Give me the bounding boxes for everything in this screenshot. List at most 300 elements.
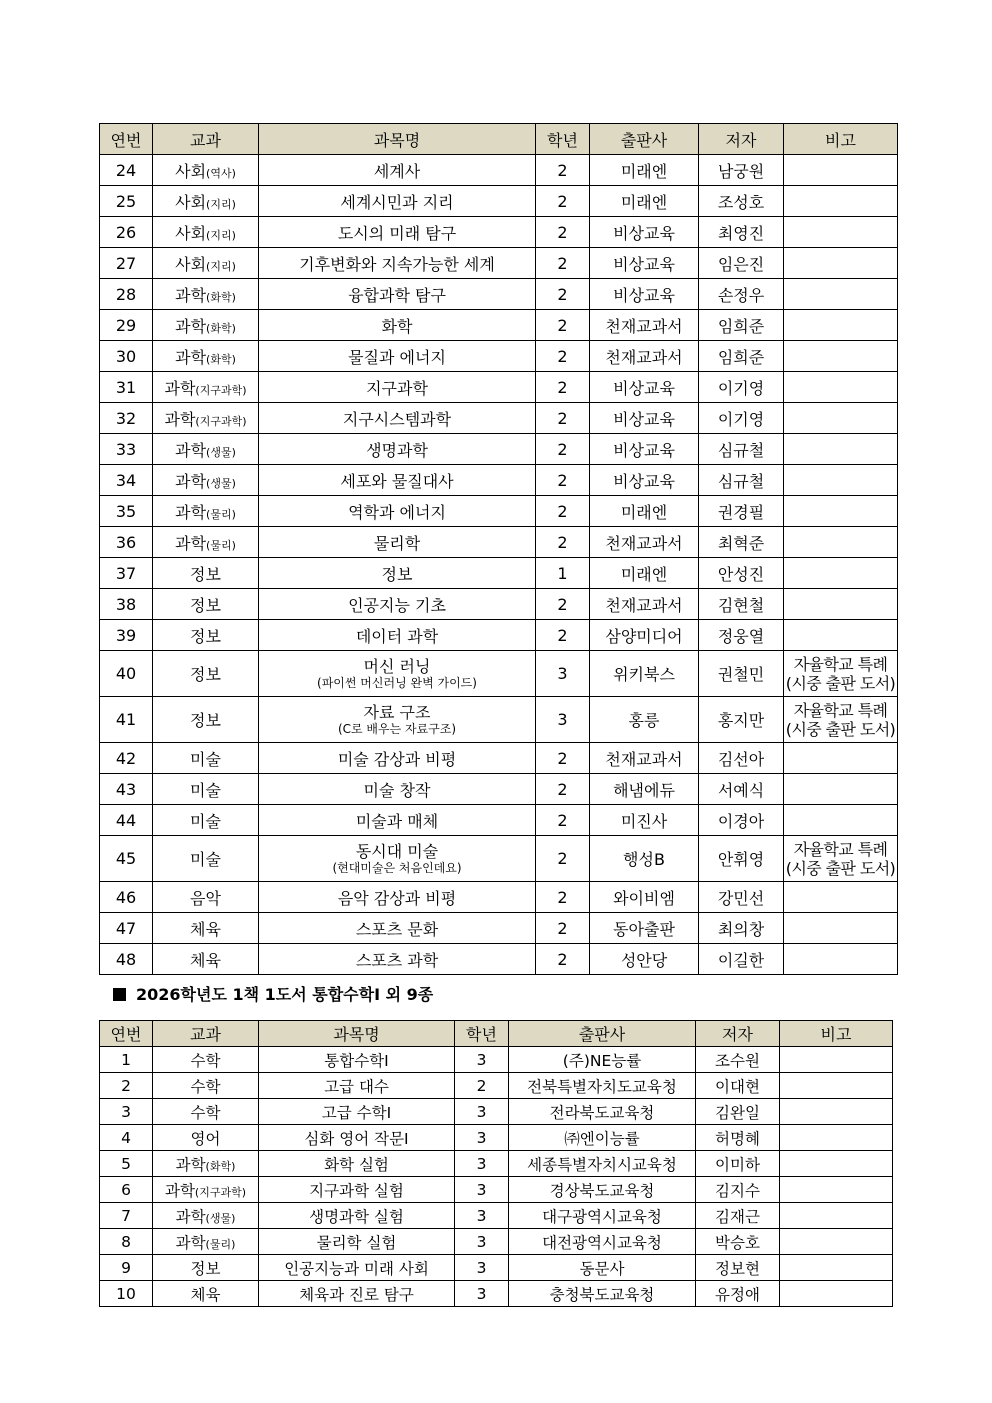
course-title: 미술과 매체 bbox=[355, 811, 439, 831]
table-row bbox=[100, 944, 898, 975]
subject-name: 정보 bbox=[190, 564, 221, 584]
cell-publisher bbox=[590, 403, 699, 434]
row-number: 30 bbox=[115, 346, 137, 366]
author-name: 이미하 bbox=[715, 1155, 760, 1174]
subject-name: 사회 bbox=[175, 223, 207, 243]
cell-grade bbox=[536, 558, 590, 589]
publisher-name: 해냄에듀 bbox=[613, 780, 675, 800]
cell-subject bbox=[153, 279, 259, 310]
cell-remark bbox=[784, 248, 898, 279]
cell-publisher bbox=[509, 1047, 696, 1073]
cell-no bbox=[100, 527, 153, 558]
cell-grade bbox=[536, 465, 590, 496]
cell-publisher bbox=[590, 527, 699, 558]
subject-detail: (생물) bbox=[205, 1211, 236, 1225]
row-number: 3 bbox=[121, 1102, 131, 1121]
course-title: 통합수학Ⅰ bbox=[324, 1051, 389, 1070]
author-name: 김현철 bbox=[717, 595, 765, 615]
cell-publisher bbox=[590, 882, 699, 913]
course-title: 데이터 과학 bbox=[355, 626, 439, 646]
cell-subject bbox=[153, 1125, 259, 1151]
row-number: 25 bbox=[115, 191, 137, 211]
cell-subject bbox=[153, 1203, 259, 1229]
subject-name: 과학 bbox=[164, 409, 196, 429]
cell-course bbox=[259, 217, 536, 248]
cell-no bbox=[100, 1229, 153, 1255]
cell-course bbox=[259, 403, 536, 434]
publisher-name: 미래엔 bbox=[620, 564, 668, 584]
cell-subject bbox=[153, 651, 259, 697]
publisher-name: 홍릉 bbox=[628, 711, 660, 730]
grade-value: 2 bbox=[557, 253, 568, 273]
publisher-name: 삼양미디어 bbox=[605, 626, 683, 646]
row-number: 40 bbox=[115, 664, 137, 683]
table-row bbox=[100, 155, 898, 186]
cell-remark bbox=[780, 1151, 893, 1177]
cell-remark bbox=[784, 589, 898, 620]
cell-subject bbox=[153, 465, 259, 496]
cell-author bbox=[699, 217, 784, 248]
cell-no bbox=[100, 372, 153, 403]
author-name: 이길한 bbox=[717, 950, 765, 970]
cell-grade bbox=[536, 743, 590, 774]
cell-publisher bbox=[590, 372, 699, 403]
author-name: 정웅열 bbox=[717, 626, 765, 646]
course-title: 스포츠 과학 bbox=[355, 950, 439, 970]
grade-value: 3 bbox=[476, 1284, 487, 1303]
cell-remark bbox=[784, 155, 898, 186]
author-name: 정보현 bbox=[715, 1259, 760, 1278]
subject-detail: (생물) bbox=[206, 445, 236, 459]
course-title: 지구과학 실험 bbox=[309, 1181, 404, 1200]
subject-name: 과학 bbox=[175, 471, 207, 491]
cell-publisher bbox=[590, 248, 699, 279]
course-note: (C로 배우는 자료구조) bbox=[337, 722, 457, 736]
cell-no bbox=[100, 403, 153, 434]
subject-detail: (생물) bbox=[206, 476, 236, 490]
publisher-name: 비상교육 bbox=[613, 254, 675, 274]
cell-publisher bbox=[590, 496, 699, 527]
cell-no bbox=[100, 434, 153, 465]
table-row bbox=[100, 1047, 893, 1073]
cell-publisher bbox=[590, 697, 699, 743]
cell-author bbox=[696, 1203, 780, 1229]
cell-grade bbox=[455, 1255, 509, 1281]
subject-name: 미술 bbox=[190, 850, 221, 869]
remark-detail: (시중 출판 도서) bbox=[785, 719, 896, 739]
cell-course bbox=[259, 836, 536, 882]
cell-author bbox=[696, 1229, 780, 1255]
row-number: 4 bbox=[121, 1128, 131, 1147]
row-number: 5 bbox=[121, 1154, 131, 1173]
grade-value: 2 bbox=[557, 918, 568, 938]
grade-value: 3 bbox=[557, 664, 568, 683]
author-name: 강민선 bbox=[717, 888, 765, 908]
cell-author bbox=[696, 1255, 780, 1281]
table-row bbox=[100, 1177, 893, 1203]
subject-detail: (지리) bbox=[206, 228, 236, 242]
cell-grade bbox=[536, 589, 590, 620]
table-row bbox=[100, 697, 898, 743]
cell-no bbox=[100, 743, 153, 774]
author-name: 서예식 bbox=[717, 780, 765, 800]
publisher-name: 비상교육 bbox=[613, 409, 675, 429]
section-title bbox=[113, 982, 433, 1005]
cell-publisher bbox=[509, 1151, 696, 1177]
cell-remark bbox=[780, 1073, 893, 1099]
grade-value: 2 bbox=[557, 501, 568, 521]
table-row bbox=[100, 1281, 893, 1307]
author-name: 이대현 bbox=[715, 1077, 760, 1096]
cell-remark bbox=[784, 372, 898, 403]
grade-value: 2 bbox=[557, 779, 568, 799]
publisher-name: 미래엔 bbox=[620, 192, 668, 212]
publisher-name: 미진사 bbox=[620, 811, 668, 831]
author-name: 이기영 bbox=[717, 378, 765, 398]
publisher-name: 대구광역시교육청 bbox=[542, 1207, 662, 1226]
cell-no bbox=[100, 465, 153, 496]
cell-no bbox=[100, 805, 153, 836]
cell-author bbox=[696, 1047, 780, 1073]
cell-remark bbox=[780, 1047, 893, 1073]
cell-no bbox=[100, 944, 153, 975]
cell-subject bbox=[153, 697, 259, 743]
cell-no bbox=[100, 248, 153, 279]
table-row bbox=[100, 248, 898, 279]
subject-name: 체육 bbox=[190, 950, 221, 970]
grade-value: 2 bbox=[557, 191, 568, 211]
subject-name: 과학 bbox=[175, 316, 207, 336]
publisher-name: 비상교육 bbox=[613, 440, 675, 460]
grade-value: 2 bbox=[557, 160, 568, 180]
course-title: 지구시스템과학 bbox=[342, 409, 452, 429]
grade-value: 2 bbox=[557, 284, 568, 304]
grade-value: 2 bbox=[557, 315, 568, 335]
row-number: 44 bbox=[115, 810, 137, 830]
cell-course bbox=[259, 186, 536, 217]
cell-grade bbox=[536, 774, 590, 805]
course-title: 정보 bbox=[381, 564, 413, 584]
cell-subject bbox=[153, 913, 259, 944]
table-row bbox=[100, 558, 898, 589]
author-name: 김지수 bbox=[715, 1181, 760, 1200]
cell-publisher bbox=[590, 434, 699, 465]
author-name: 임희준 bbox=[717, 347, 765, 367]
cell-grade bbox=[455, 1229, 509, 1255]
row-number: 42 bbox=[115, 748, 137, 768]
row-number: 35 bbox=[115, 501, 137, 521]
author-name: 최혁준 bbox=[717, 533, 765, 553]
cell-publisher bbox=[590, 836, 699, 882]
table-row bbox=[100, 434, 898, 465]
table-row bbox=[100, 882, 898, 913]
cell-publisher bbox=[590, 913, 699, 944]
publisher-name: 경상북도교육청 bbox=[549, 1181, 655, 1200]
cell-publisher bbox=[509, 1073, 696, 1099]
cell-publisher bbox=[509, 1099, 696, 1125]
table-row bbox=[100, 341, 898, 372]
row-number: 32 bbox=[115, 408, 137, 428]
table-row bbox=[100, 496, 898, 527]
textbook-table-1 bbox=[99, 123, 898, 975]
grade-value: 3 bbox=[476, 1102, 487, 1121]
course-title: 동시대 미술 bbox=[355, 842, 439, 861]
cell-author bbox=[696, 1125, 780, 1151]
cell-remark bbox=[780, 1099, 893, 1125]
row-number: 10 bbox=[116, 1284, 136, 1303]
cell-publisher bbox=[590, 217, 699, 248]
course-title: 심화 영어 작문Ⅰ bbox=[304, 1129, 409, 1148]
grade-value: 2 bbox=[557, 594, 568, 614]
header-no: 연번 bbox=[100, 124, 153, 155]
cell-course bbox=[259, 527, 536, 558]
cell-grade bbox=[536, 697, 590, 743]
row-number: 28 bbox=[115, 284, 137, 304]
cell-course bbox=[259, 434, 536, 465]
cell-no bbox=[100, 1281, 153, 1307]
cell-subject bbox=[153, 434, 259, 465]
cell-course bbox=[259, 496, 536, 527]
cell-no bbox=[100, 341, 153, 372]
author-name: 남궁원 bbox=[717, 161, 765, 181]
grade-value: 2 bbox=[557, 222, 568, 242]
subject-name: 정보 bbox=[190, 711, 221, 730]
cell-no bbox=[100, 697, 153, 743]
grade-value: 2 bbox=[557, 346, 568, 366]
cell-grade bbox=[455, 1125, 509, 1151]
cell-course bbox=[259, 882, 536, 913]
publisher-name: 천재교과서 bbox=[605, 595, 683, 615]
cell-subject bbox=[153, 1177, 259, 1203]
cell-course bbox=[259, 944, 536, 975]
cell-publisher bbox=[509, 1177, 696, 1203]
row-number: 48 bbox=[115, 949, 137, 969]
grade-value: 3 bbox=[476, 1232, 487, 1251]
cell-course bbox=[259, 805, 536, 836]
author-name: 안성진 bbox=[717, 564, 765, 584]
remark-text: 자율학교 특례 bbox=[793, 839, 888, 859]
table2-header-row bbox=[100, 1021, 893, 1047]
cell-remark bbox=[784, 913, 898, 944]
cell-no bbox=[100, 774, 153, 805]
cell-subject bbox=[153, 589, 259, 620]
cell-subject bbox=[153, 836, 259, 882]
cell-grade bbox=[455, 1177, 509, 1203]
cell-remark bbox=[784, 217, 898, 248]
publisher-name: 천재교과서 bbox=[605, 749, 683, 769]
course-title: 역학과 에너지 bbox=[348, 502, 446, 522]
subject-name: 미술 bbox=[190, 780, 221, 800]
cell-remark bbox=[784, 805, 898, 836]
subject-name: 과학 bbox=[175, 533, 207, 553]
header-subject: 교과 bbox=[153, 1021, 259, 1047]
grade-value: 2 bbox=[557, 470, 568, 490]
cell-publisher bbox=[590, 155, 699, 186]
cell-remark bbox=[784, 465, 898, 496]
subject-detail: (물리) bbox=[206, 507, 236, 521]
course-title: 물리학 실험 bbox=[316, 1233, 397, 1252]
cell-author bbox=[699, 248, 784, 279]
author-name: 심규철 bbox=[717, 471, 765, 491]
course-title: 인공지능 기초 bbox=[348, 595, 446, 615]
publisher-name: 비상교육 bbox=[613, 471, 675, 491]
subject-name: 과학 bbox=[175, 1155, 206, 1174]
row-number: 34 bbox=[115, 470, 137, 490]
grade-value: 2 bbox=[557, 810, 568, 830]
grade-value: 3 bbox=[476, 1180, 487, 1199]
cell-grade bbox=[536, 341, 590, 372]
course-title: 체육과 진로 탐구 bbox=[299, 1285, 414, 1304]
course-title: 고급 수학Ⅰ bbox=[321, 1103, 392, 1122]
grade-value: 1 bbox=[557, 563, 568, 583]
grade-value: 2 bbox=[476, 1076, 487, 1095]
course-title: 생명과학 bbox=[366, 440, 428, 460]
course-title: 미술 창작 bbox=[363, 780, 431, 800]
course-title: 기후변화와 지속가능한 세계 bbox=[299, 254, 495, 274]
table-row bbox=[100, 186, 898, 217]
author-name: 이경아 bbox=[717, 811, 765, 831]
subject-name: 정보 bbox=[190, 665, 221, 684]
cell-course bbox=[259, 1125, 455, 1151]
subject-name: 과학 bbox=[175, 440, 207, 460]
publisher-name: 충청북도교육청 bbox=[549, 1285, 655, 1304]
row-number: 39 bbox=[115, 625, 137, 645]
grade-value: 2 bbox=[557, 377, 568, 397]
cell-remark bbox=[784, 186, 898, 217]
cell-remark bbox=[784, 279, 898, 310]
cell-subject bbox=[153, 1281, 259, 1307]
row-number: 31 bbox=[115, 377, 137, 397]
cell-course bbox=[259, 620, 536, 651]
cell-no bbox=[100, 496, 153, 527]
row-number: 26 bbox=[115, 222, 137, 242]
cell-publisher bbox=[509, 1281, 696, 1307]
grade-value: 2 bbox=[557, 949, 568, 969]
cell-subject bbox=[153, 186, 259, 217]
course-title: 물질과 에너지 bbox=[348, 347, 446, 367]
cell-course bbox=[259, 1073, 455, 1099]
table-row bbox=[100, 1073, 893, 1099]
publisher-name: 대전광역시교육청 bbox=[542, 1233, 662, 1252]
header-course: 과목명 bbox=[259, 124, 536, 155]
cell-subject bbox=[153, 1229, 259, 1255]
header-publisher: 출판사 bbox=[590, 124, 699, 155]
cell-no bbox=[100, 1047, 153, 1073]
cell-course bbox=[259, 1047, 455, 1073]
publisher-name: 천재교과서 bbox=[605, 347, 683, 367]
cell-publisher bbox=[590, 465, 699, 496]
table-row bbox=[100, 836, 898, 882]
textbook-table-2 bbox=[99, 1020, 893, 1307]
cell-author bbox=[699, 620, 784, 651]
row-number: 29 bbox=[115, 315, 137, 335]
cell-no bbox=[100, 186, 153, 217]
table-row bbox=[100, 589, 898, 620]
cell-publisher bbox=[590, 186, 699, 217]
cell-remark bbox=[780, 1229, 893, 1255]
table-row bbox=[100, 217, 898, 248]
cell-subject bbox=[153, 944, 259, 975]
subject-detail: (지구과학) bbox=[195, 414, 247, 428]
grade-value: 3 bbox=[557, 710, 568, 729]
course-title: 고급 대수 bbox=[324, 1077, 389, 1096]
cell-no bbox=[100, 1151, 153, 1177]
subject-name: 음악 bbox=[190, 888, 221, 908]
subject-name: 미술 bbox=[190, 811, 221, 831]
cell-grade bbox=[536, 434, 590, 465]
header-no: 연번 bbox=[100, 1021, 153, 1047]
grade-value: 2 bbox=[557, 625, 568, 645]
author-name: 심규철 bbox=[717, 440, 765, 460]
subject-name: 영어 bbox=[190, 1129, 221, 1148]
author-name: 권철민 bbox=[717, 665, 765, 684]
row-number: 6 bbox=[121, 1180, 131, 1199]
cell-remark bbox=[780, 1203, 893, 1229]
cell-subject bbox=[153, 310, 259, 341]
cell-remark bbox=[784, 527, 898, 558]
author-name: 유정애 bbox=[715, 1285, 760, 1304]
cell-author bbox=[699, 774, 784, 805]
cell-subject bbox=[153, 1073, 259, 1099]
row-number: 2 bbox=[121, 1076, 131, 1095]
author-name: 최영진 bbox=[717, 223, 765, 243]
cell-no bbox=[100, 836, 153, 882]
cell-grade bbox=[536, 217, 590, 248]
row-number: 41 bbox=[115, 710, 137, 729]
cell-remark bbox=[780, 1177, 893, 1203]
cell-grade bbox=[536, 527, 590, 558]
cell-remark bbox=[784, 774, 898, 805]
course-title: 화학 실험 bbox=[324, 1155, 389, 1174]
cell-grade bbox=[536, 248, 590, 279]
grade-value: 2 bbox=[557, 748, 568, 768]
row-number: 27 bbox=[115, 253, 137, 273]
course-title: 화학 bbox=[381, 316, 413, 336]
header-author: 저자 bbox=[699, 124, 784, 155]
cell-remark bbox=[784, 697, 898, 743]
cell-no bbox=[100, 1125, 153, 1151]
subject-name: 사회 bbox=[175, 254, 207, 274]
cell-course bbox=[259, 248, 536, 279]
header-course: 과목명 bbox=[259, 1021, 455, 1047]
cell-grade bbox=[536, 372, 590, 403]
subject-name: 과학 bbox=[175, 502, 207, 522]
cell-author bbox=[699, 697, 784, 743]
cell-grade bbox=[536, 944, 590, 975]
course-title: 세계시민과 지리 bbox=[340, 192, 454, 212]
publisher-name: 동문사 bbox=[579, 1259, 625, 1278]
grade-value: 2 bbox=[557, 887, 568, 907]
cell-author bbox=[699, 651, 784, 697]
cell-remark bbox=[780, 1255, 893, 1281]
cell-publisher bbox=[590, 944, 699, 975]
cell-publisher bbox=[590, 651, 699, 697]
cell-course bbox=[259, 279, 536, 310]
author-name: 홍지만 bbox=[717, 711, 765, 730]
publisher-name: 성안당 bbox=[620, 950, 668, 970]
row-number: 36 bbox=[115, 532, 137, 552]
subject-name: 과학 bbox=[164, 378, 196, 398]
publisher-name: 세종특별자치시교육청 bbox=[527, 1155, 677, 1174]
cell-subject bbox=[153, 743, 259, 774]
cell-course bbox=[259, 465, 536, 496]
cell-remark bbox=[784, 434, 898, 465]
row-number: 37 bbox=[115, 563, 137, 583]
author-name: 이기영 bbox=[717, 409, 765, 429]
cell-publisher bbox=[509, 1255, 696, 1281]
cell-no bbox=[100, 279, 153, 310]
course-title: 세포와 물질대사 bbox=[340, 471, 454, 491]
